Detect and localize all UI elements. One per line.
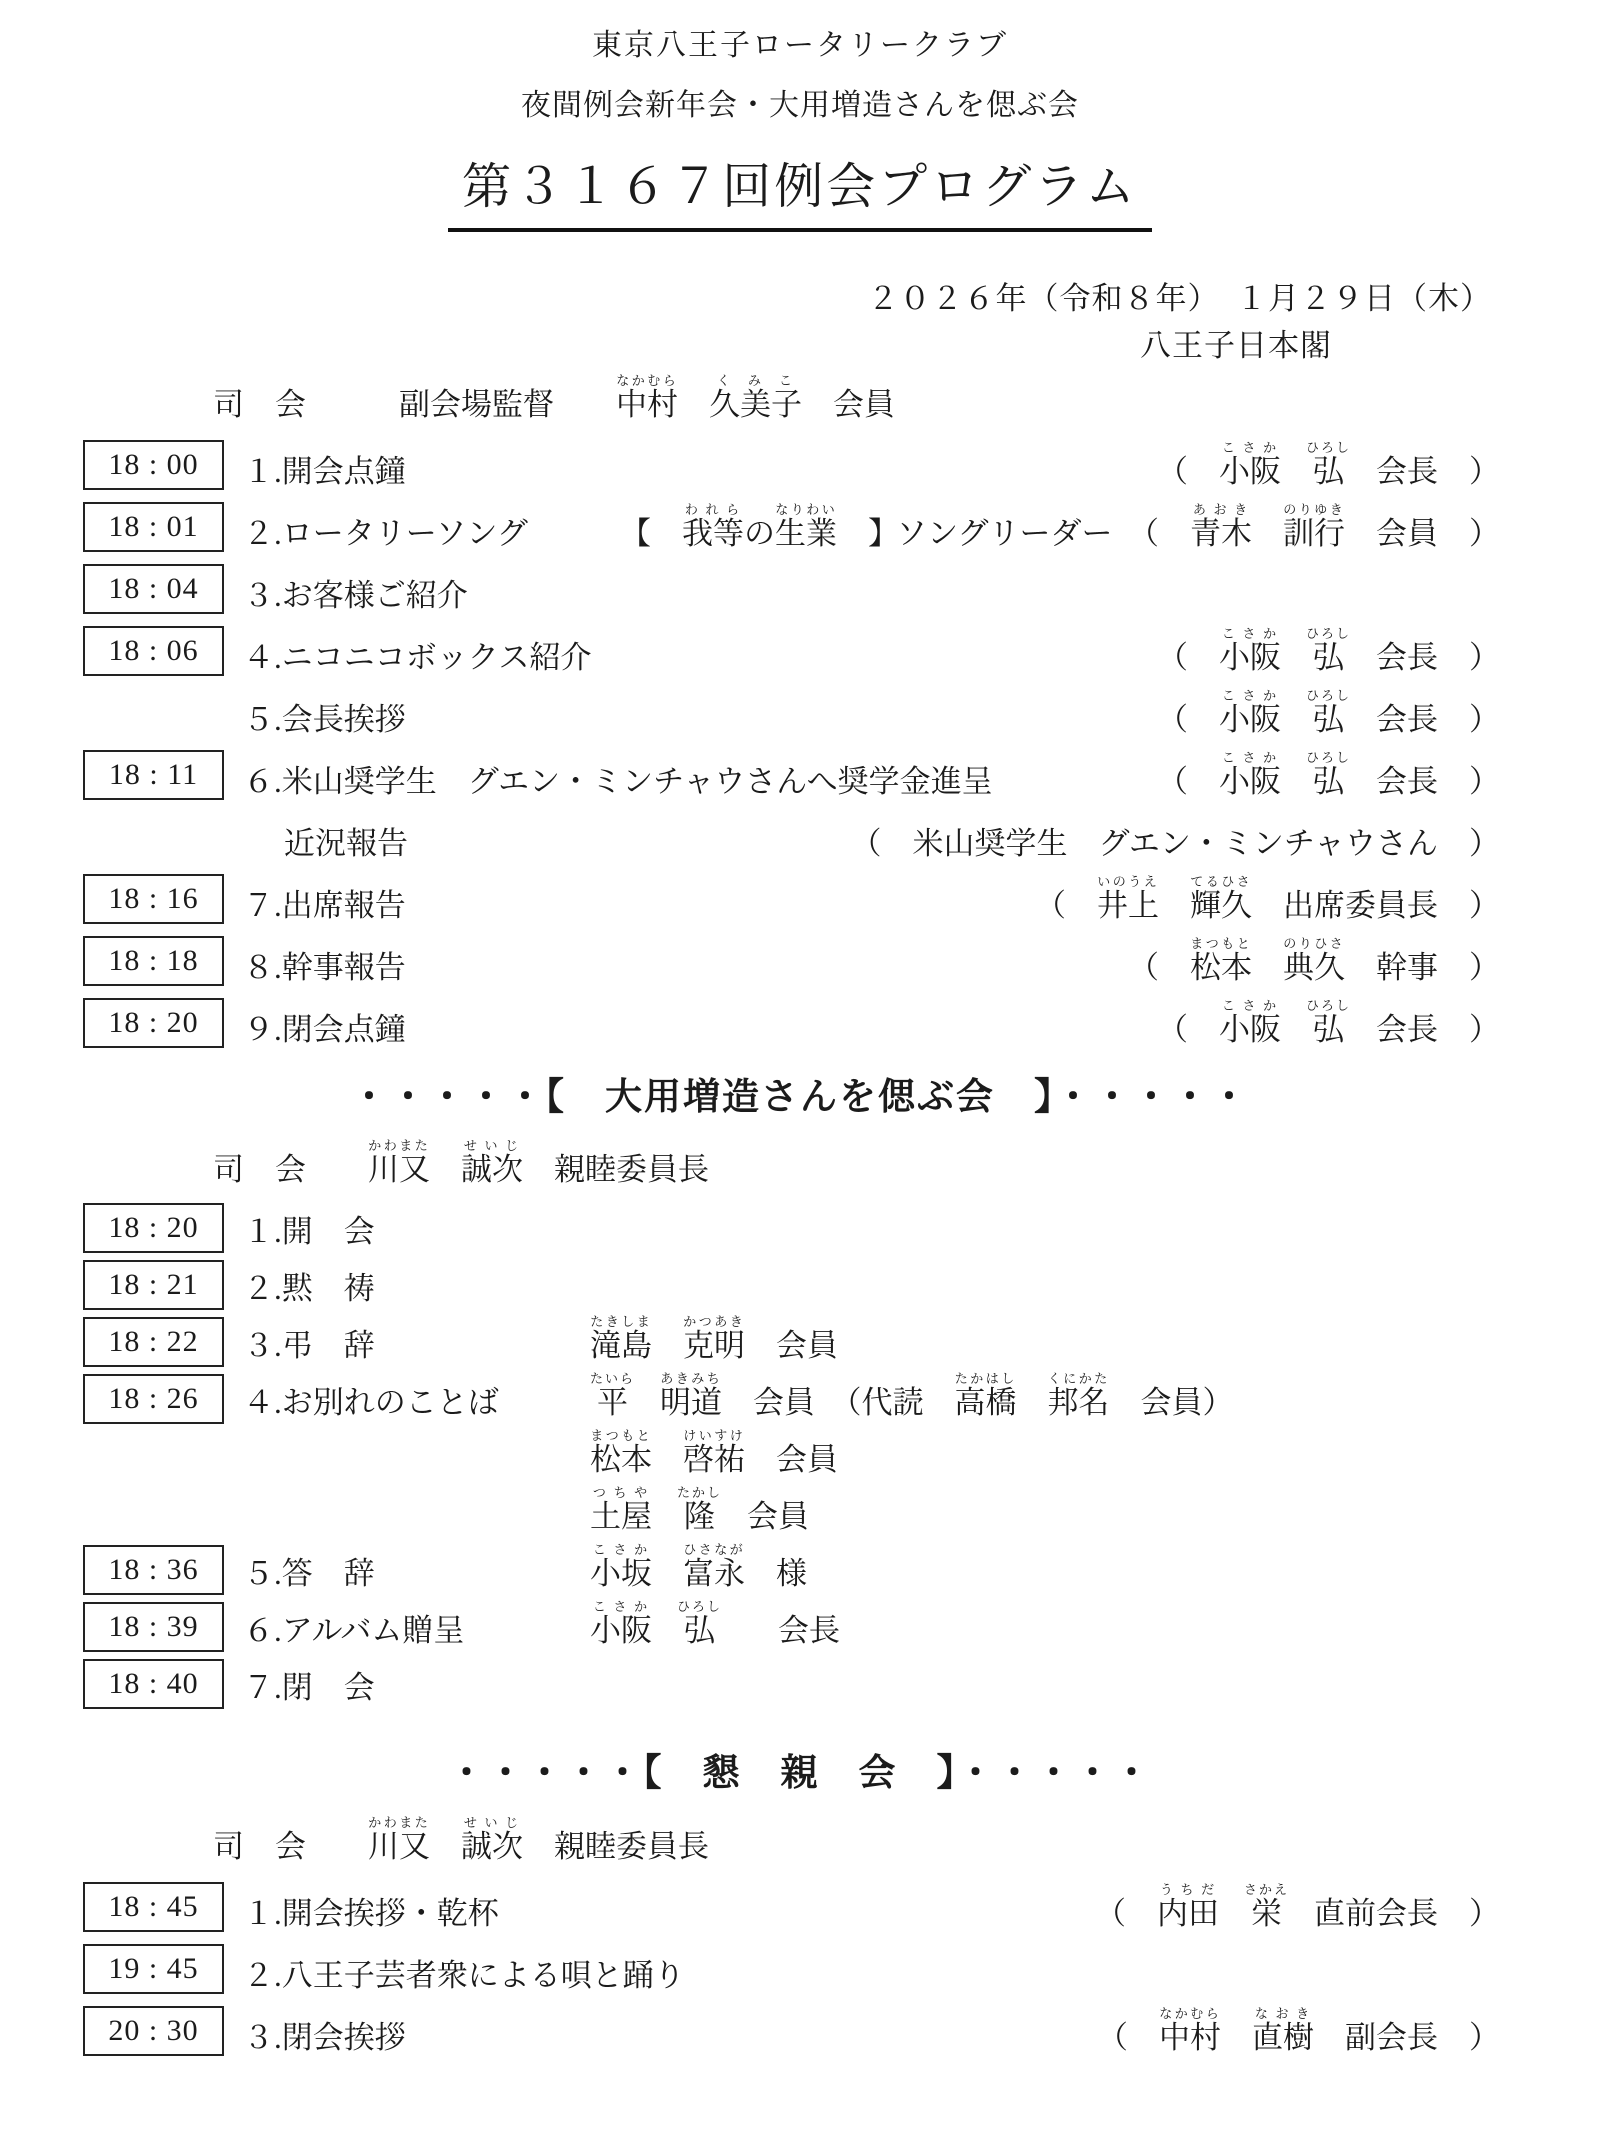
event-subtitle: 夜間例会新年会・大用増造さんを偲ぶ会 [521, 89, 1079, 122]
name-with-furigana: 松本まつもと [1190, 936, 1252, 985]
name-with-furigana: 隆たかし [677, 1485, 723, 1535]
speaker-right: （ 内田うちだ 栄さかえ 直前会長 ） [1094, 1881, 1500, 1931]
title-wrap [0, 148, 1600, 232]
time-box: 18 : 06 [83, 626, 224, 676]
speaker-mid: 小阪こさか 弘ひろし 会長 [590, 1599, 840, 1649]
agenda-item: ６.アルバム贈呈 [243, 1613, 465, 1649]
name-with-furigana: 小阪こさか [1218, 688, 1281, 737]
time-box: 18 : 20 [83, 1203, 224, 1253]
name-with-furigana: 青木あおき [1190, 502, 1252, 551]
name-with-furigana: 弘ひろし [1305, 626, 1351, 675]
time-box: 18 : 39 [83, 1602, 224, 1652]
name-with-furigana: 弘ひろし [1305, 688, 1351, 737]
name-with-furigana: 小阪こさか [590, 1599, 652, 1649]
name-with-furigana: 弘ひろし [1305, 750, 1351, 799]
time-box: 18 : 36 [83, 1545, 224, 1595]
time-box: 18 : 18 [83, 936, 224, 986]
speaker-right: （ 米山奨学生 グエン・ミンチャウさん ） [850, 826, 1500, 861]
name-with-furigana: 明道あきみち [660, 1371, 722, 1421]
speaker-right: ソングリーダー （ 青木あおき 訓行のりゆき 会員 ） [896, 502, 1500, 551]
time-box: 19 : 45 [83, 1944, 224, 1994]
time-box: 18 : 01 [83, 502, 224, 552]
time-box: 20 : 30 [83, 2006, 224, 2056]
date-line: ２０２６年（令和８年） １月２９日（木） [867, 281, 1492, 316]
program-row [0, 1370, 1600, 1427]
name-with-furigana: 高橋たかはし [954, 1371, 1017, 1421]
agenda-item: 近況報告 [284, 826, 408, 861]
speaker-mid: 松本まつもと 啓祐けいすけ 会員 [590, 1428, 838, 1478]
name-with-furigana: 小阪こさか [1218, 750, 1281, 799]
program-row [0, 1484, 1600, 1541]
name-with-furigana: 松本まつもと [590, 1428, 652, 1478]
name-with-furigana: 川又かわまた [368, 1814, 430, 1864]
program-row [0, 558, 1600, 620]
name-with-furigana: 邦名くにかた [1047, 1371, 1110, 1421]
agenda-item: ２.ロータリーソング [243, 516, 528, 551]
name-with-furigana: 内田うちだ [1156, 1881, 1219, 1931]
speaker-mid: 平たいら 明道あきみち 会員 （代読 高橋たかはし 邦名くにかた 会員） [590, 1371, 1234, 1421]
name-with-furigana: 啓祐けいすけ [683, 1428, 745, 1478]
speaker-right: （ 小阪こさか 弘ひろし 会長 ） [1156, 440, 1500, 489]
speaker-right: （ 中村なかむら 直樹なおき 副会長 ） [1097, 2005, 1500, 2055]
name-with-furigana: 誠次せいじ [461, 1814, 523, 1864]
time-box: 18 : 45 [83, 1882, 224, 1932]
speaker-right: （ 小阪こさか 弘ひろし 会長 ） [1156, 688, 1500, 737]
agenda-item: ８.幹事報告 [243, 950, 406, 985]
speaker-right: （ 小阪こさか 弘ひろし 会長 ） [1156, 626, 1500, 675]
name-with-furigana: 中村なかむら [616, 373, 678, 422]
agenda-item: ２.八王子芸者衆による唄と踊り [243, 1957, 685, 1993]
name-with-furigana: 弘ひろし [677, 1599, 723, 1649]
program-row [0, 1199, 1600, 1256]
section-heading: ・・・・・【 大用増造さんを偲ぶ会 】・・・・・ [350, 1077, 1250, 1118]
agenda-item: １.開 会 [243, 1214, 375, 1250]
agenda-item: ７.閉 会 [243, 1670, 375, 1706]
name-with-furigana: 富永ひさなが [683, 1542, 745, 1592]
rows [0, 434, 1600, 1054]
program-row [0, 682, 1600, 744]
time-box: 18 : 40 [83, 1659, 224, 1709]
name-with-furigana: 小阪こさか [1218, 440, 1281, 489]
program-row [0, 930, 1600, 992]
name-with-furigana: 直樹なおき [1252, 2005, 1314, 2055]
agenda-item: １.開会点鐘 [243, 454, 406, 489]
time-box: 18 : 04 [83, 564, 224, 614]
name-with-furigana: 克明かつあき [683, 1314, 745, 1364]
name-with-furigana: 小阪こさか [1218, 998, 1281, 1047]
time-box: 18 : 11 [83, 750, 224, 800]
agenda-item: ２.黙 祷 [243, 1271, 375, 1307]
speaker-right: （ 松本まつもと 典久のりひさ 幹事 ） [1128, 936, 1500, 985]
name-with-furigana: 川又かわまた [368, 1138, 430, 1188]
name-with-furigana: 誠次せいじ [461, 1138, 523, 1188]
agenda-item: １.開会挨拶・乾杯 [243, 1895, 499, 1931]
emcee-line: 司 会 川又かわまた 誠次せいじ 親睦委員長 [213, 1138, 709, 1188]
section-banquet [0, 1752, 1600, 2061]
agenda-item: ４.ニコニコボックス紹介 [243, 640, 592, 675]
program-row [0, 1427, 1600, 1484]
name-with-furigana: 弘ひろし [1305, 998, 1351, 1047]
agenda-item: ３.閉会挨拶 [243, 2019, 406, 2055]
agenda-item: ５.会長挨拶 [243, 702, 406, 737]
name-with-furigana: 小坂こさか [590, 1542, 652, 1592]
agenda-item: ７.出席報告 [243, 888, 406, 923]
program-row [0, 744, 1600, 806]
name-with-furigana: 栄さかえ [1243, 1881, 1289, 1931]
venue-line: 八王子日本閣 [1140, 327, 1332, 363]
name-with-furigana: 訓行のりゆき [1283, 502, 1345, 551]
program-row [0, 496, 1600, 558]
program-row [0, 868, 1600, 930]
speaker-right: （ 小阪こさか 弘ひろし 会長 ） [1156, 998, 1500, 1047]
time-box: 18 : 26 [83, 1374, 224, 1424]
emcee-line: 司 会 川又かわまた 誠次せいじ 親睦委員長 [213, 1814, 709, 1864]
rows [0, 1199, 1600, 1712]
date-block [0, 276, 1600, 369]
rows [0, 1876, 1600, 2062]
agenda-item: ３.お客様ご紹介 [243, 578, 468, 613]
name-with-furigana: 土屋つちや [590, 1485, 652, 1535]
club-name: 東京八王子ロータリークラブ [592, 29, 1008, 62]
program-row [0, 1541, 1600, 1598]
time-box: 18 : 22 [83, 1317, 224, 1367]
program-row [0, 1876, 1600, 1938]
name-with-furigana: 小阪こさか [1218, 626, 1281, 675]
speaker-mid: 【 我等われらの生業なりわい 】 [620, 502, 899, 551]
name-with-furigana: 井上いのうえ [1097, 874, 1159, 923]
section-memorial [0, 1076, 1600, 1712]
speaker-mid: 土屋つちや 隆たかし 会員 [590, 1485, 809, 1535]
program-row [0, 1655, 1600, 1712]
name-with-furigana: 平たいら [590, 1371, 636, 1421]
speaker-right: （ 小阪こさか 弘ひろし 会長 ） [1156, 750, 1500, 799]
name-with-furigana: 生業なりわい [775, 502, 837, 551]
name-with-furigana: 弘ひろし [1305, 440, 1351, 489]
agenda-item: ４.お別れのことば [243, 1385, 499, 1421]
speaker-right: （ 井上いのうえ 輝久てるひさ 出席委員長 ） [1035, 874, 1500, 923]
section-heading: ・・・・・【 懇 親 会 】・・・・・ [448, 1753, 1152, 1795]
program-row [0, 806, 1600, 868]
page-title: 第３１６７回例会プログラム [448, 148, 1152, 232]
name-with-furigana: 典久のりひさ [1283, 936, 1345, 985]
time-box: 18 : 00 [83, 440, 224, 490]
speaker-mid: 滝島たきしま 克明かつあき 会員 [590, 1314, 838, 1364]
program-row [0, 434, 1600, 496]
program-row [0, 1256, 1600, 1313]
time-box: 18 : 21 [83, 1260, 224, 1310]
program-row [0, 2000, 1600, 2062]
agenda-item: ３.弔 辞 [243, 1328, 375, 1364]
name-with-furigana: 滝島たきしま [590, 1314, 652, 1364]
program-row [0, 1598, 1600, 1655]
program-row [0, 992, 1600, 1054]
section-regular-meeting [0, 369, 1600, 1054]
program-row [0, 620, 1600, 682]
time-box: 18 : 20 [83, 998, 224, 1048]
speaker-mid: 小坂こさか 富永ひさなが 様 [590, 1542, 807, 1592]
emcee-line: 司 会 副会場監督 中村なかむら 久美子くみこ 会員 [213, 373, 895, 422]
time-box: 18 : 16 [83, 874, 224, 924]
agenda-item: ６.米山奨学生 グエン・ミンチャウさんへ奨学金進呈 [243, 764, 993, 799]
name-with-furigana: 久美子くみこ [709, 373, 802, 422]
program-row [0, 1313, 1600, 1370]
agenda-item: ９.閉会点鐘 [243, 1012, 406, 1047]
name-with-furigana: 輝久てるひさ [1190, 874, 1252, 923]
name-with-furigana: 我等われら [682, 502, 744, 551]
agenda-item: ５.答 辞 [243, 1556, 375, 1592]
name-with-furigana: 中村なかむら [1159, 2005, 1221, 2055]
program-row [0, 1938, 1600, 2000]
